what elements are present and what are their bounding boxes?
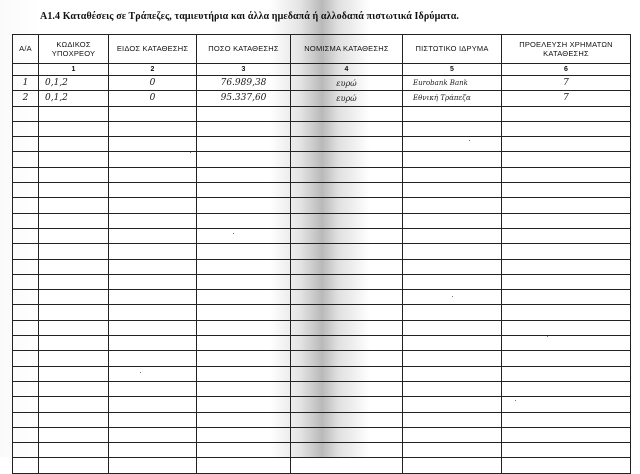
empty-cell [13, 244, 39, 259]
empty-cell [403, 259, 502, 274]
empty-cell [403, 121, 502, 136]
col-number: 5 [403, 64, 502, 76]
empty-cell [502, 443, 631, 458]
empty-row [13, 351, 631, 366]
empty-cell [403, 244, 502, 259]
empty-cell [109, 320, 197, 335]
empty-cell [291, 443, 403, 458]
scan-speck [469, 140, 470, 141]
col-number [13, 64, 39, 76]
empty-cell [502, 244, 631, 259]
empty-cell [13, 397, 39, 412]
empty-cell [197, 397, 291, 412]
empty-cell [109, 366, 197, 381]
empty-cell [39, 443, 109, 458]
empty-cell [13, 366, 39, 381]
empty-cell [13, 152, 39, 167]
empty-cell [291, 259, 403, 274]
empty-cell [291, 167, 403, 182]
empty-row [13, 458, 631, 473]
empty-cell [291, 213, 403, 228]
empty-cell [403, 320, 502, 335]
scan-speck [547, 336, 548, 337]
empty-cell [291, 183, 403, 198]
row-code: 0,1,2 [45, 92, 68, 103]
empty-row [13, 412, 631, 427]
empty-cell [291, 228, 403, 243]
empty-cell [13, 167, 39, 182]
empty-cell [291, 366, 403, 381]
empty-cell [502, 458, 631, 473]
deposits-table [12, 34, 631, 474]
empty-cell [13, 412, 39, 427]
empty-cell [502, 259, 631, 274]
empty-cell [109, 152, 197, 167]
empty-cell [403, 305, 502, 320]
empty-row [13, 305, 631, 320]
empty-cell [197, 412, 291, 427]
col-header-type: ΕΙΔΟΣ ΚΑΤΑΘΕΣΗΣ [109, 35, 197, 64]
empty-cell [13, 137, 39, 152]
empty-cell [109, 198, 197, 213]
empty-cell [109, 351, 197, 366]
empty-cell [39, 427, 109, 442]
scan-speck [515, 400, 516, 401]
empty-cell [502, 397, 631, 412]
empty-cell [197, 183, 291, 198]
col-number: 6 [502, 64, 631, 76]
empty-cell [502, 351, 631, 366]
empty-cell [13, 106, 39, 121]
empty-cell [39, 412, 109, 427]
col-header-aa: Α/Α [13, 35, 39, 64]
empty-cell [502, 427, 631, 442]
empty-row [13, 290, 631, 305]
row-code: 0,1,2 [45, 77, 68, 88]
empty-cell [403, 183, 502, 198]
empty-cell [109, 305, 197, 320]
empty-cell [39, 152, 109, 167]
empty-cell [197, 137, 291, 152]
empty-cell [109, 228, 197, 243]
empty-cell [403, 381, 502, 396]
empty-cell [197, 167, 291, 182]
empty-cell [291, 121, 403, 136]
empty-cell [197, 274, 291, 289]
empty-cell [403, 290, 502, 305]
empty-cell [403, 274, 502, 289]
row-aa: 1 [22, 77, 29, 88]
empty-cell [13, 458, 39, 473]
empty-cell [109, 121, 197, 136]
empty-row [13, 198, 631, 213]
empty-cell [291, 198, 403, 213]
empty-cell [502, 183, 631, 198]
header-row [13, 35, 631, 64]
empty-cell [109, 137, 197, 152]
empty-cell [109, 336, 197, 351]
empty-cell [13, 259, 39, 274]
empty-cell [291, 381, 403, 396]
empty-cell [197, 152, 291, 167]
empty-cell [39, 351, 109, 366]
empty-cell [39, 106, 109, 121]
empty-cell [197, 259, 291, 274]
empty-cell [39, 290, 109, 305]
empty-cell [502, 198, 631, 213]
empty-cell [291, 336, 403, 351]
empty-cell [403, 198, 502, 213]
row-institution: Εθνική Τράπεζα [413, 93, 471, 102]
empty-cell [197, 290, 291, 305]
empty-row [13, 106, 631, 121]
table-row [13, 91, 631, 106]
empty-cell [403, 213, 502, 228]
empty-cell [13, 183, 39, 198]
empty-cell [502, 381, 631, 396]
scan-speck [452, 296, 453, 297]
col-header-institution: ΠΙΣΤΩΤΙΚΟ ΙΔΡΥΜΑ [403, 35, 502, 64]
empty-cell [291, 351, 403, 366]
empty-row [13, 381, 631, 396]
empty-cell [39, 274, 109, 289]
empty-cell [197, 381, 291, 396]
empty-cell [13, 121, 39, 136]
row-origin: 7 [563, 77, 569, 88]
empty-cell [13, 198, 39, 213]
empty-cell [109, 458, 197, 473]
empty-row [13, 152, 631, 167]
empty-cell [502, 336, 631, 351]
empty-cell [109, 412, 197, 427]
empty-cell [13, 213, 39, 228]
section-title: Α1.4 Καταθέσεις σε Τράπεζες, ταμιευτήρια και άλλα ημεδαπά ή αλλοδαπά πιστωτικά Ιδρύματα. [40, 11, 460, 22]
row-currency: ευρώ [336, 93, 357, 103]
empty-cell [291, 397, 403, 412]
empty-cell [109, 274, 197, 289]
empty-row [13, 167, 631, 182]
row-type: 0 [149, 92, 156, 103]
empty-cell [39, 228, 109, 243]
empty-row [13, 183, 631, 198]
empty-cell [502, 412, 631, 427]
empty-cell [13, 320, 39, 335]
scan-speck [140, 372, 141, 373]
empty-cell [197, 458, 291, 473]
col-number: 2 [109, 64, 197, 76]
empty-row [13, 320, 631, 335]
empty-cell [403, 351, 502, 366]
empty-cell [109, 427, 197, 442]
empty-row [13, 228, 631, 243]
row-amount: 95.337,60 [220, 92, 267, 103]
empty-cell [197, 320, 291, 335]
empty-cell [403, 443, 502, 458]
empty-cell [502, 228, 631, 243]
empty-cell [291, 152, 403, 167]
empty-row [13, 259, 631, 274]
empty-cell [197, 198, 291, 213]
empty-cell [39, 213, 109, 228]
empty-cell [109, 259, 197, 274]
empty-cell [39, 167, 109, 182]
empty-cell [502, 121, 631, 136]
empty-cell [291, 274, 403, 289]
empty-cell [197, 305, 291, 320]
empty-row [13, 366, 631, 381]
empty-cell [197, 213, 291, 228]
empty-cell [291, 320, 403, 335]
empty-cell [291, 458, 403, 473]
col-header-code: ΚΩΔΙΚΟΣ ΥΠΟΧΡΕΟΥ [39, 35, 109, 64]
empty-cell [197, 336, 291, 351]
col-number: 1 [39, 64, 109, 76]
empty-cell [403, 412, 502, 427]
empty-cell [39, 381, 109, 396]
row-origin: 7 [563, 92, 569, 103]
row-currency: ευρώ [336, 78, 357, 88]
empty-cell [13, 427, 39, 442]
empty-cell [502, 167, 631, 182]
scan-speck [190, 152, 191, 153]
empty-row [13, 336, 631, 351]
empty-cell [39, 320, 109, 335]
empty-cell [13, 351, 39, 366]
empty-cell [403, 152, 502, 167]
empty-cell [109, 106, 197, 121]
empty-cell [502, 106, 631, 121]
empty-cell [109, 167, 197, 182]
empty-cell [403, 336, 502, 351]
empty-cell [109, 381, 197, 396]
scan-speck [233, 233, 234, 234]
empty-cell [502, 320, 631, 335]
empty-cell [13, 290, 39, 305]
empty-cell [403, 397, 502, 412]
empty-cell [109, 183, 197, 198]
col-header-amount: ΠΟΣΟ ΚΑΤΑΘΕΣΗΣ [197, 35, 291, 64]
empty-cell [197, 351, 291, 366]
empty-cell [291, 412, 403, 427]
empty-cell [502, 274, 631, 289]
empty-cell [502, 137, 631, 152]
empty-cell [502, 366, 631, 381]
empty-cell [291, 305, 403, 320]
empty-cell [109, 244, 197, 259]
empty-cell [403, 366, 502, 381]
empty-cell [502, 290, 631, 305]
empty-cell [502, 305, 631, 320]
empty-cell [109, 397, 197, 412]
empty-cell [13, 305, 39, 320]
col-number: 3 [197, 64, 291, 76]
empty-row [13, 137, 631, 152]
empty-cell [502, 213, 631, 228]
empty-cell [197, 366, 291, 381]
empty-cell [403, 458, 502, 473]
empty-cell [403, 167, 502, 182]
empty-cell [39, 259, 109, 274]
empty-cell [197, 106, 291, 121]
empty-cell [291, 137, 403, 152]
empty-row [13, 274, 631, 289]
row-aa: 2 [22, 92, 29, 103]
empty-cell [291, 290, 403, 305]
empty-cell [109, 443, 197, 458]
empty-cell [39, 397, 109, 412]
empty-cell [403, 427, 502, 442]
empty-cell [109, 213, 197, 228]
empty-cell [197, 121, 291, 136]
empty-row [13, 427, 631, 442]
empty-cell [403, 106, 502, 121]
empty-cell [13, 274, 39, 289]
empty-cell [39, 183, 109, 198]
empty-cell [39, 458, 109, 473]
row-institution: Eurobank Bank [413, 78, 468, 87]
empty-cell [39, 198, 109, 213]
empty-row [13, 443, 631, 458]
empty-row [13, 244, 631, 259]
empty-cell [403, 228, 502, 243]
empty-cell [291, 427, 403, 442]
column-number-row [13, 64, 631, 76]
col-number: 4 [291, 64, 403, 76]
empty-row [13, 397, 631, 412]
empty-cell [13, 228, 39, 243]
row-amount: 76.989,38 [220, 77, 267, 88]
empty-cell [197, 228, 291, 243]
empty-cell [502, 152, 631, 167]
empty-cell [403, 137, 502, 152]
empty-row [13, 213, 631, 228]
empty-cell [13, 336, 39, 351]
empty-cell [109, 290, 197, 305]
empty-cell [197, 443, 291, 458]
empty-cell [197, 427, 291, 442]
col-header-origin: ΠΡΟΕΛΕΥΣΗ ΧΡΗΜΑΤΩΝ ΚΑΤΑΘΕΣΗΣ [502, 35, 631, 64]
empty-cell [291, 244, 403, 259]
empty-cell [39, 244, 109, 259]
empty-cell [39, 366, 109, 381]
empty-cell [39, 137, 109, 152]
row-type: 0 [149, 77, 156, 88]
table-row [13, 76, 631, 91]
empty-cell [39, 121, 109, 136]
empty-cell [39, 336, 109, 351]
empty-row [13, 121, 631, 136]
empty-cell [13, 381, 39, 396]
empty-cell [39, 305, 109, 320]
col-header-currency: ΝΟΜΙΣΜΑ ΚΑΤΑΘΕΣΗΣ [291, 35, 403, 64]
empty-cell [291, 106, 403, 121]
empty-cell [13, 443, 39, 458]
empty-cell [197, 244, 291, 259]
